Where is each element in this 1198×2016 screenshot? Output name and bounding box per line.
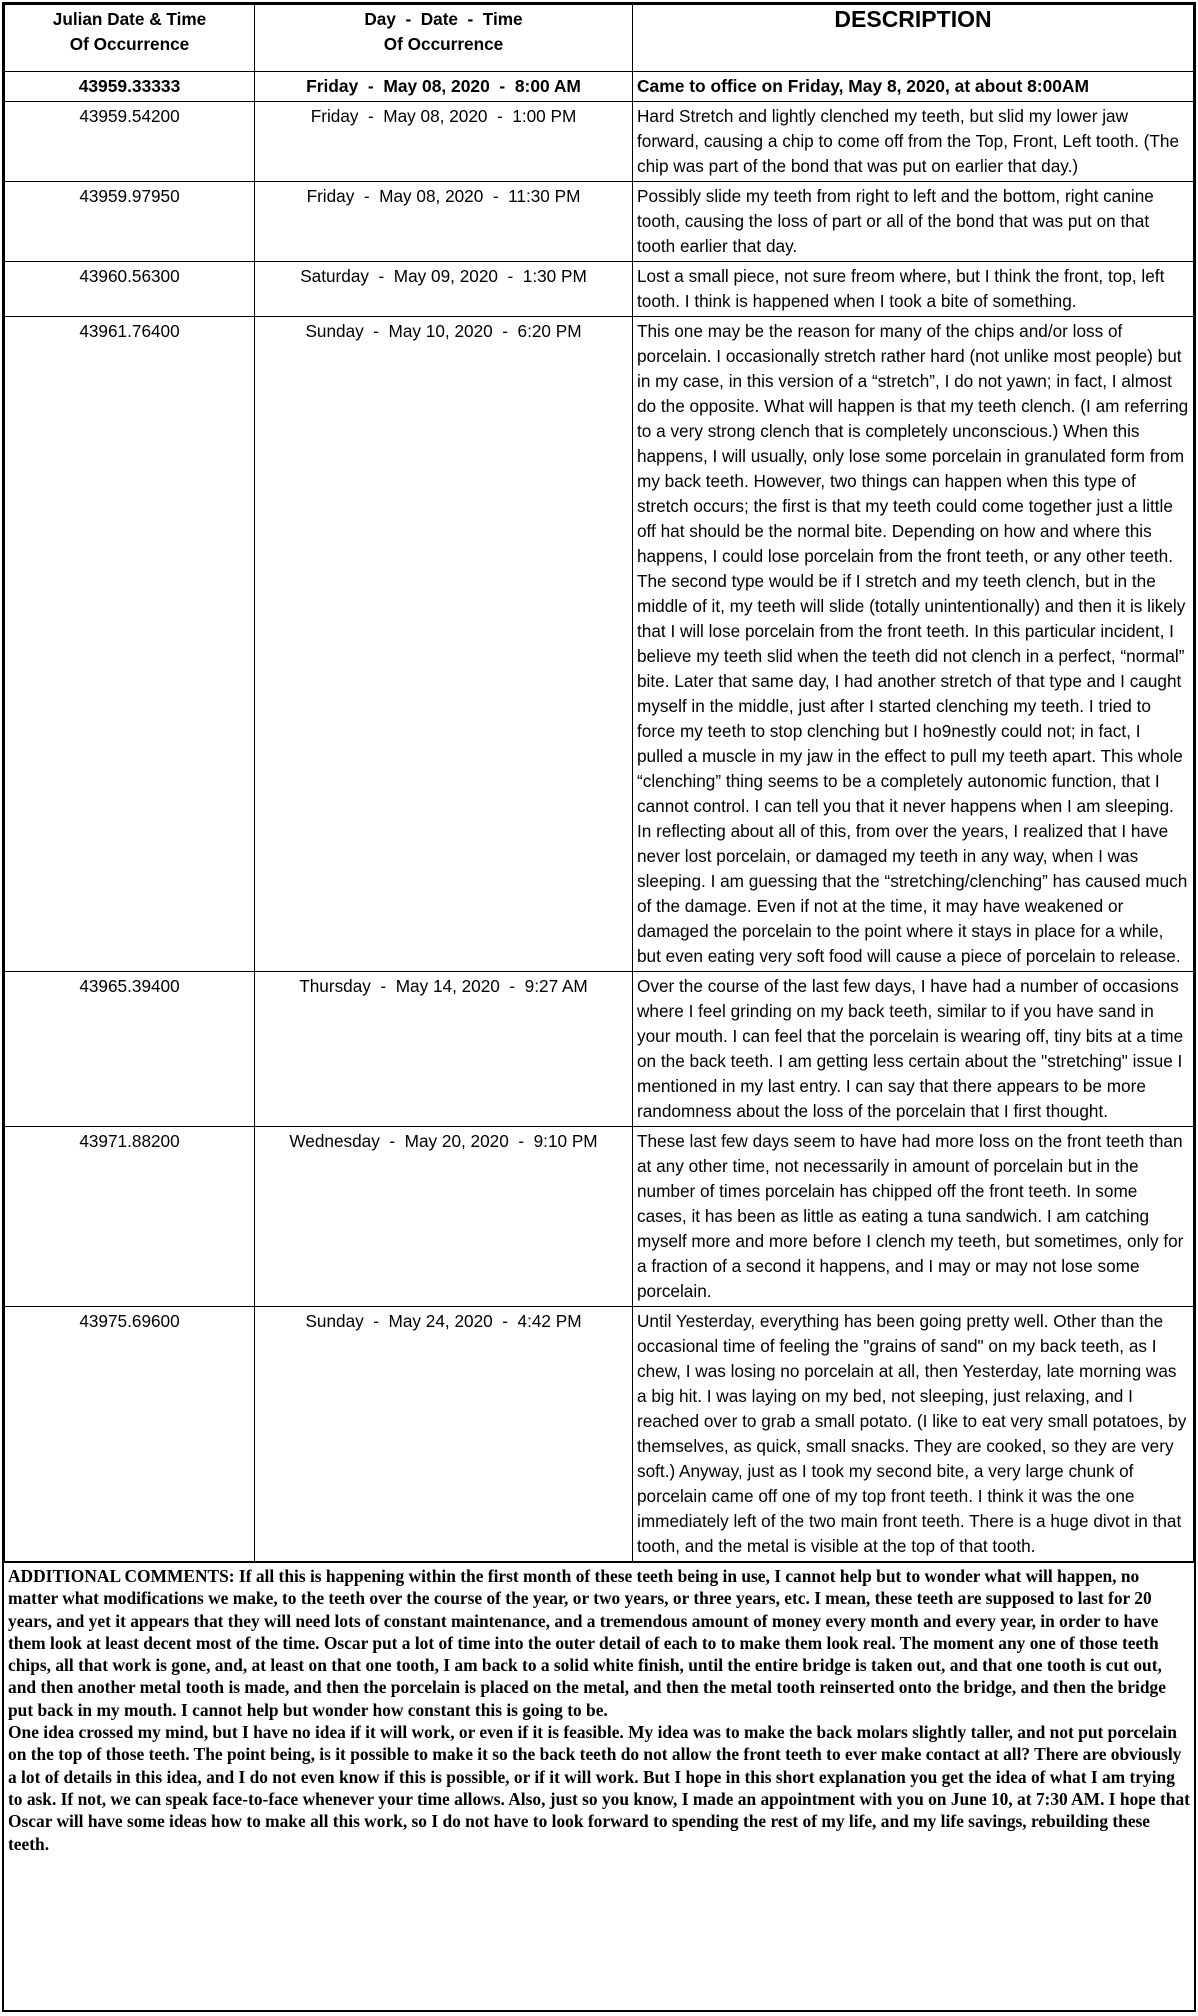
table-body	[5, 72, 1194, 1562]
julian-cell: 43975.69600	[5, 1307, 255, 1562]
table-row	[5, 102, 1194, 182]
datetime-cell: Sunday - May 10, 2020 - 6:20 PM	[255, 317, 633, 972]
description-cell: Until Yesterday, everything has been going pretty well. Other than the occasional time of feeling the "grains of sand" on my back teeth, as I chew, I was losing no porcelain at all, then Yesterday, late morning was a big hit. I was laying on my bed, not sleeping, just relaxing, and I reached over to grab a small potato. (I like to eat very small potatoes, by themselves, as quick, small snacks. They are cooked, so they are very soft.) Anyway, just as I took my second bite, a very large chunk of porcelain came off one of my top front teeth. I think it was the one immediately left of the two main front teeth. There is a huge divot in that tooth, and the metal is visible at the top of that tooth.	[633, 1307, 1194, 1562]
description-cell: Came to office on Friday, May 8, 2020, at about 8:00AM	[633, 72, 1194, 102]
datetime-cell: Friday - May 08, 2020 - 8:00 AM	[255, 72, 633, 102]
table-row	[5, 262, 1194, 317]
julian-cell: 43960.56300	[5, 262, 255, 317]
header-julian	[5, 5, 255, 72]
description-cell: Lost a small piece, not sure freom where, but I think the front, top, left tooth. I think is happened when I took a bite of something.	[633, 262, 1194, 317]
occurrence-log-table	[4, 4, 1194, 1562]
datetime-cell: Wednesday - May 20, 2020 - 9:10 PM	[255, 1127, 633, 1307]
julian-cell: 43959.97950	[5, 182, 255, 262]
document-page	[2, 2, 1196, 2012]
julian-cell: 43965.39400	[5, 972, 255, 1127]
header-julian-line-2: Of Occurrence	[69, 34, 190, 54]
description-cell: Over the course of the last few days, I have had a number of occasions where I feel grinding on my back teeth, similar to if you have sand in your mouth. I can feel that the porcelain is wearing off, tiny bits at a time on the back teeth. I am getting less certain about the "stretching" issue I mentioned in my last entry. I can say that there appears to be more randomness about the loss of the porcelain that I first thought.	[633, 972, 1194, 1127]
table-row	[5, 182, 1194, 262]
table-row	[5, 1307, 1194, 1562]
header-description: DESCRIPTION	[633, 5, 1194, 72]
table-row	[5, 72, 1194, 102]
header-datetime-line-2: Of Occurrence	[383, 34, 504, 54]
header-datetime-line-1: Day - Date - Time	[364, 9, 523, 29]
comment-paragraph: One idea crossed my mind, but I have no idea if it will work, or even if it is feasible. My idea was to make the back molars slightly taller, and not put porcelain on the top of those teeth. The point being, is it possible to make it so the back teeth do not allow the front teeth to ever make contact at all? There are obviously a lot of details in this idea, and I do not even know if this is possible, or if it will work. But I hope in this short explanation you get the idea of what I am trying to ask. If not, we can speak face-to-face whenever your time allows. Also, just so you know, I made an appointment with you on June 10, at 7:30 AM. I hope that Oscar will have some ideas how to make all this work, so I do not have to look forward to spending the rest of my life, and my life savings, rebuilding these teeth.	[8, 1722, 1190, 1854]
additional-comments	[4, 1562, 1194, 1857]
description-cell: Possibly slide my teeth from right to left and the bottom, right canine tooth, causing the loss of part or all of the bond that was put on that tooth earlier that day.	[633, 182, 1194, 262]
header-julian-line-1: Julian Date & Time	[52, 9, 207, 29]
table-row	[5, 972, 1194, 1127]
datetime-cell: Thursday - May 14, 2020 - 9:27 AM	[255, 972, 633, 1127]
datetime-cell: Sunday - May 24, 2020 - 4:42 PM	[255, 1307, 633, 1562]
description-cell: Hard Stretch and lightly clenched my teeth, but slid my lower jaw forward, causing a chip to come off from the Top, Front, Left tooth. (The chip was part of the bond that was put on earlier that day.)	[633, 102, 1194, 182]
datetime-cell: Friday - May 08, 2020 - 11:30 PM	[255, 182, 633, 262]
datetime-cell: Friday - May 08, 2020 - 1:00 PM	[255, 102, 633, 182]
table-header-row	[5, 5, 1194, 72]
table-row	[5, 1127, 1194, 1307]
header-datetime	[255, 5, 633, 72]
comment-paragraph: ADDITIONAL COMMENTS: If all this is happening within the first month of these teeth being in use, I cannot help but to wonder what will happen, no matter what modifications we make, to the teeth over the course of the year, or two years, or three years, etc. I mean, these teeth are supposed to last for 20 years, and yet it appears that they will need lots of constant maintenance, and a tremendous amount of money every month and every year, in order to have them look at least decent most of the time. Oscar put a lot of time into the outer detail of each to to make them look real. The moment any one of those teeth chips, all that work is gone, and, at least on that one tooth, I am back to a solid white finish, until the entire bridge is taken out, and that one tooth is cut out, and then another metal tooth is made, and then the porcelain is placed on the metal, and then the metal tooth reinserted onto the bridge, and then the bridge put back in my mouth. I cannot help but wonder how constant this is going to be.	[8, 1566, 1166, 1720]
julian-cell: 43961.76400	[5, 317, 255, 972]
julian-cell: 43959.33333	[5, 72, 255, 102]
table-row	[5, 317, 1194, 972]
description-cell: This one may be the reason for many of the chips and/or loss of porcelain. I occasionally stretch rather hard (not unlike most people) but in my case, in this version of a “stretch”, I do not yawn; in fact, I almost do the opposite. What will happen is that my teeth clench. (I am referring to a very strong clench that is completely unconscious.) When this happens, I will usually, only lose some porcelain in granulated form from my back teeth. However, two things can happen when this type of stretch occurs; the first is that my teeth could come together just a little off hat should be the normal bite. Depending on how and where this happens, I could lose porcelain from the front teeth, or any other teeth. The second type would be if I stretch and my teeth clench, but in the middle of it, my teeth will slide (totally unintentionally) and then it is likely that I will lose porcelain from the front teeth. In this particular incident, I believe my teeth slid when the teeth did not clench in a perfect, “normal” bite. Later that same day, I had another stretch of that type and I caught myself in the middle, just after I started clenching my teeth. I tried to force my teeth to stop clenching but I ho9nestly could not; in fact, I pulled a muscle in my jaw in the effect to pull my teeth apart. This whole “clenching” thing seems to be a completely autonomic function, that I cannot control. I can tell you that it never happens when I am sleeping. In reflecting about all of this, from over the years, I realized that I have never lost porcelain, or damaged my teeth in any way, when I was sleeping. I am guessing that the “stretching/clenching” has caused much of the damage. Even if not at the time, it may have weakened or damaged the porcelain to the point where it stays in place for a while, but even eating very soft food will cause a piece of porcelain to release.	[633, 317, 1194, 972]
datetime-cell: Saturday - May 09, 2020 - 1:30 PM	[255, 262, 633, 317]
julian-cell: 43959.54200	[5, 102, 255, 182]
description-cell: These last few days seem to have had more loss on the front teeth than at any other time, not necessarily in amount of porcelain but in the number of times porcelain has chipped off the front teeth. In some cases, it has been as little as eating a tuna sandwich. I am catching myself more and more before I clench my teeth, but sometimes, only for a fraction of a second it happens, and I may or may not lose some porcelain.	[633, 1127, 1194, 1307]
julian-cell: 43971.88200	[5, 1127, 255, 1307]
